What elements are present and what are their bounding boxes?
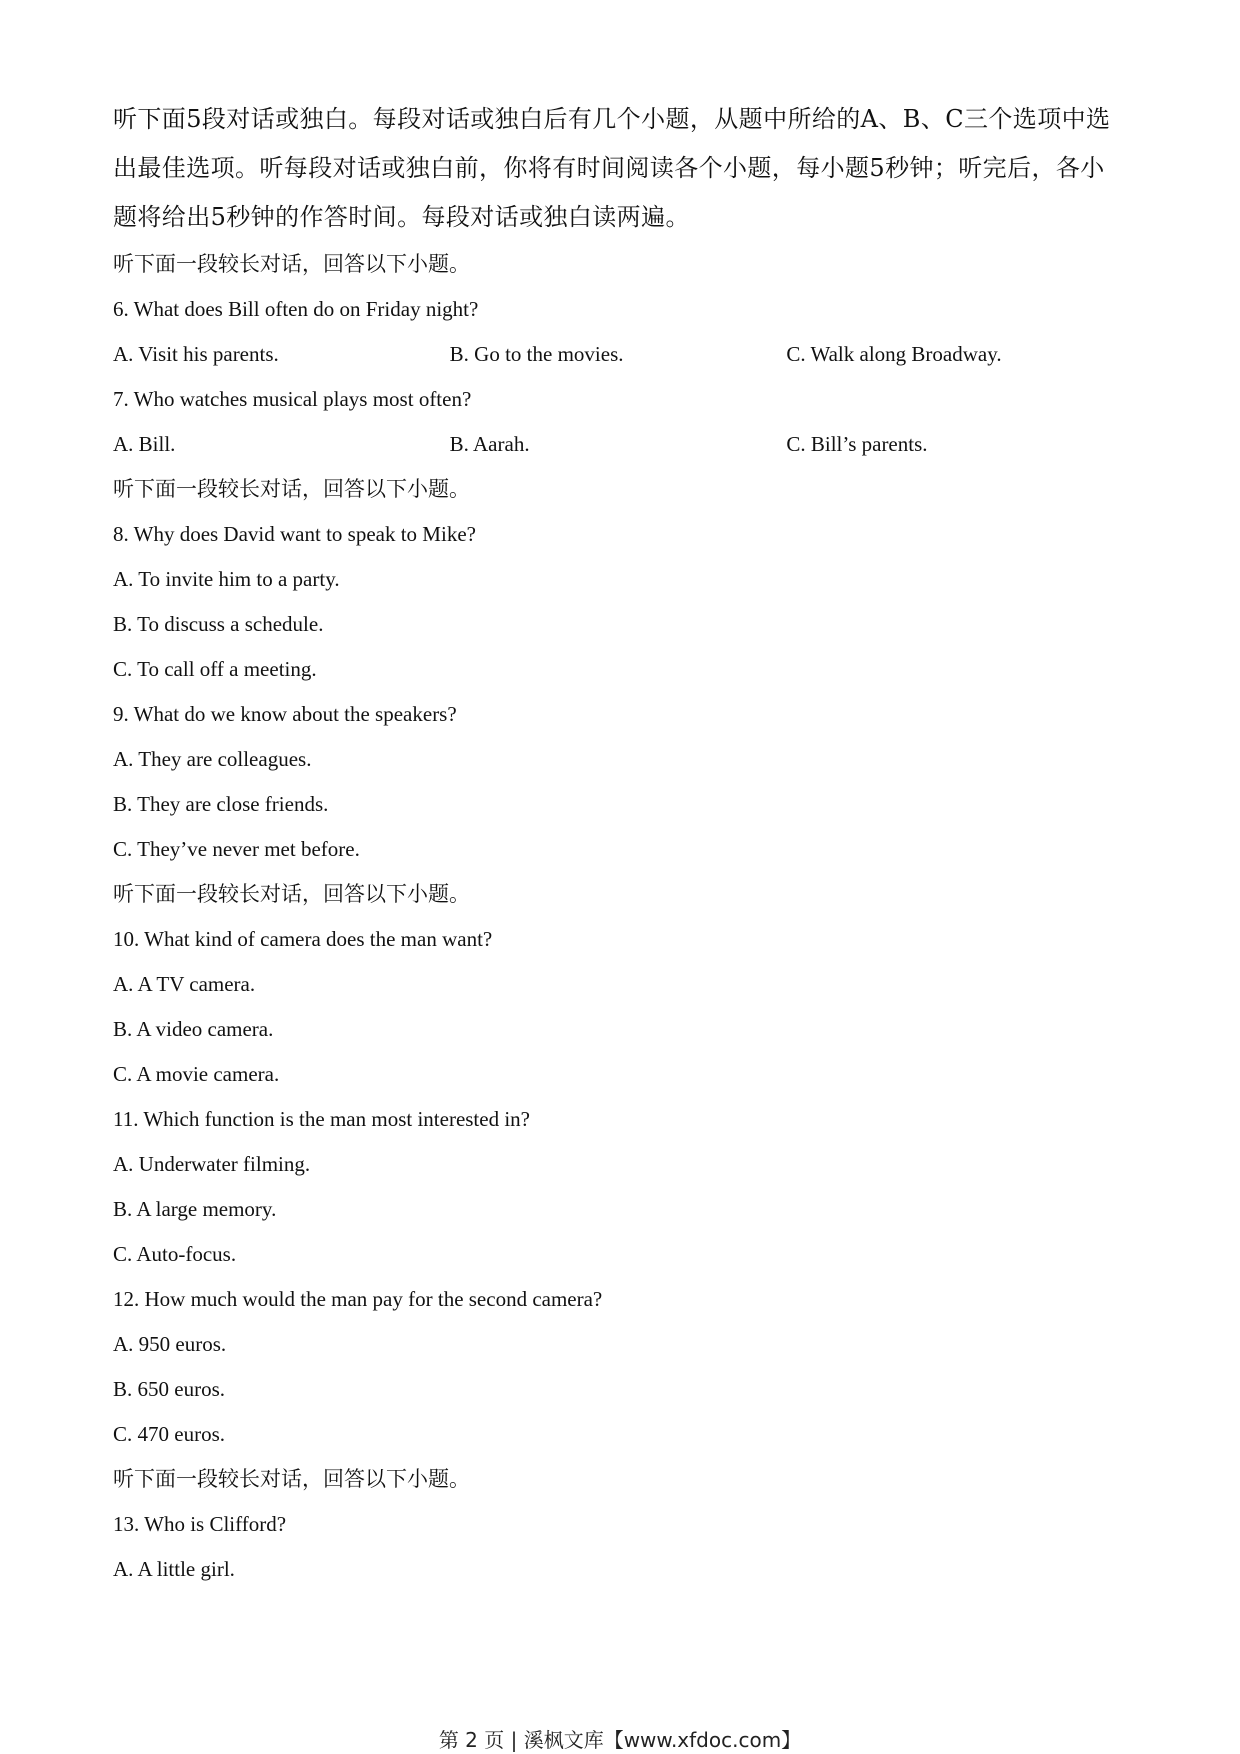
option-a: A. To invite him to a party. — [113, 567, 340, 591]
document-body — [113, 95, 1123, 1592]
option-b: B. A video camera. — [113, 1017, 274, 1041]
question-7: 7. Who watches musical plays most often? — [113, 387, 472, 411]
option-b: B. A large memory. — [113, 1197, 277, 1221]
section-header-3: 听下面一段较长对话，回答以下小题。 — [113, 882, 470, 906]
question-13: 13. Who is Clifford? — [113, 1512, 287, 1536]
section-header-1: 听下面一段较长对话，回答以下小题。 — [113, 252, 470, 276]
option-c: C. 470 euros. — [113, 1422, 225, 1446]
option-a: A. Visit his parents. — [113, 342, 279, 366]
option-b: B. They are close friends. — [113, 792, 329, 816]
question-8: 8. Why does David want to speak to Mike? — [113, 522, 476, 546]
option-b: B. To discuss a schedule. — [113, 612, 324, 636]
option-c: C. Auto-focus. — [113, 1242, 237, 1266]
question-11: 11. Which function is the man most interested in? — [113, 1107, 530, 1131]
option-c: C. Walk along Broadway. — [786, 342, 1002, 366]
option-b: B. Go to the movies. — [449, 342, 624, 366]
question-10: 10. What kind of camera does the man want? — [113, 927, 493, 951]
option-a: A. Bill. — [113, 432, 176, 456]
option-c: C. A movie camera. — [113, 1062, 280, 1086]
option-a: A. 950 euros. — [113, 1332, 227, 1356]
option-a: A. Underwater filming. — [113, 1152, 311, 1176]
section-header-2: 听下面一段较长对话，回答以下小题。 — [113, 477, 470, 501]
option-a: A. They are colleagues. — [113, 747, 312, 771]
option-c: C. To call off a meeting. — [113, 657, 317, 681]
option-a: A. A little girl. — [113, 1557, 235, 1581]
option-c: C. They’ve never met before. — [113, 837, 360, 861]
option-b: B. Aarah. — [449, 432, 530, 456]
question-9: 9. What do we know about the speakers? — [113, 702, 457, 726]
option-c: C. Bill’s parents. — [786, 432, 928, 456]
question-7-options — [113, 422, 1123, 467]
section-instructions: 听下面5段对话或独白。每段对话或独白后有几个小题，从题中所给的A、B、C三个选项中选出最佳选项。听每段对话或独白前，你将有时间阅读各个小题，每小题5秒钟；听完后，各小题将给出5秒钟的作答时间。每段对话或独白读两遍。 — [113, 105, 1111, 231]
question-6-options — [113, 332, 1123, 377]
question-12: 12. How much would the man pay for the second camera? — [113, 1287, 603, 1311]
question-6: 6. What does Bill often do on Friday night? — [113, 297, 479, 321]
page-footer: 第 2 页 | 溪枫文库【www.xfdoc.com】 — [438, 1728, 802, 1752]
option-a: A. A TV camera. — [113, 972, 256, 996]
section-header-4: 听下面一段较长对话，回答以下小题。 — [113, 1467, 470, 1491]
option-b: B. 650 euros. — [113, 1377, 225, 1401]
